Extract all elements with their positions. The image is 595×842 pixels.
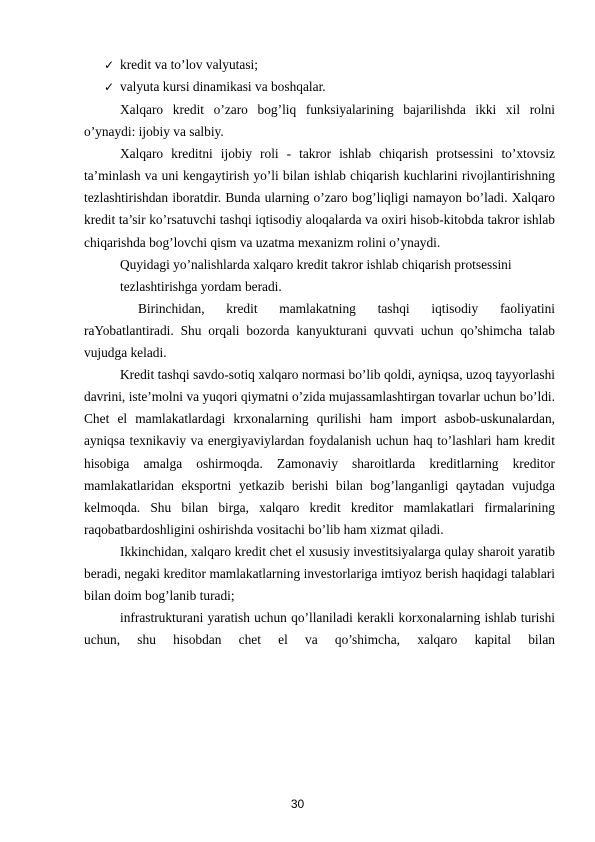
paragraph-first: Birinchidan, kredit mamlakatning tashqi iqtisodiy faoliyatini raYobatlantiradi. Shu orqali bozorda kanyukturani quvvati uchun qo’shimcha talab vujudga keladi. (84, 300, 555, 361)
paragraph-directions-continued: tezlashtirishga yordam beradi. (120, 278, 282, 294)
paragraph-second: Ikkinchidan, xalqaro kredit chet el xususiy investitsiyalarga qulay sharoit yaratib beradi, negaki kreditor mamlakatlarning investorlariga imtiyoz berish haqidagi talablari bilan doim bog’lanib turadi; (84, 543, 555, 604)
bullet-list (84, 55, 555, 99)
page-content (84, 55, 555, 651)
list-item-text: valyuta kursi dinamikasi va boshqalar. (120, 79, 326, 94)
list-item (84, 55, 555, 77)
paragraph-roles: Xalqaro kredit o’zaro bog’liq funksiyalarining bajarilishda ikki xil rolni o’ynaydi: ijobiy va salbiy. (84, 102, 555, 140)
list-item (84, 77, 555, 99)
page-number: 30 (290, 797, 305, 811)
paragraph-infrastructure: infrastrukturani yaratish uchun qo’llaniladi kerakli korxonalarning ishlab turishi uchun, shu hisobdan chet el va qo’shimcha, xalqaro kapital bilan (84, 610, 555, 648)
paragraph-directions-intro: Quyidagi yo’nalishlarda xalqaro kredit takror ishlab chiqarish protsessini (120, 256, 512, 272)
checkmark-icon: ✓ (104, 80, 115, 94)
paragraph-credit-trade: Kredit tashqi savdo-sotiq xalqaro normasi bo’lib qoldi, ayniqsa, uzoq tayyorlashi davrini, iste’molni va yuqori qiymatni o’zida mujassamlashtirgan tovarlar uchun bo’ldi. Chet el mamlakatlardagi krxonalarning qurilishi ham import asbob-uskunalardan, ayniqsa texnikaviy va energiyaviylardan foydalanish uchun haq to’lashlari ham kredit hisobiga amalga oshirmoqda. Zamonaviy sharoitlarda kreditlarning kreditor mamlakatlaridan eksportni yetkazib berishi bilan bog’langanligi qaytadan vujudga kelmoqda. Shu bilan birga, xalqaro kredit kreditor mamlakatlari firmalarining raqobatbardoshligini oshirishda vositachi bo’lib ham xizmat qiladi. (84, 367, 555, 537)
list-item-text: kredit va to’lov valyutasi; (120, 57, 258, 72)
checkmark-icon: ✓ (104, 58, 115, 72)
paragraph-positive-role: Xalqaro kreditni ijobiy roli - takror ishlab chiqarish protsessini to’xtovsiz ta’minlash va uni kengaytirish yo’li bilan ishlab chiqarish kuchlarini rivojlantirishning tezlashtirishdan iboratdir. Bunda ularning o’zaro bog’liqligi namayon bo’ladi. Xalqaro kredit ta’sir ko’rsatuvchi tashqi iqtisodiy aloqalarda va oxiri hisob-kitobda takror ishlab chiqarishda bog’lovchi qism va uzatma mexanizm rolini o’ynaydi. (84, 146, 555, 250)
